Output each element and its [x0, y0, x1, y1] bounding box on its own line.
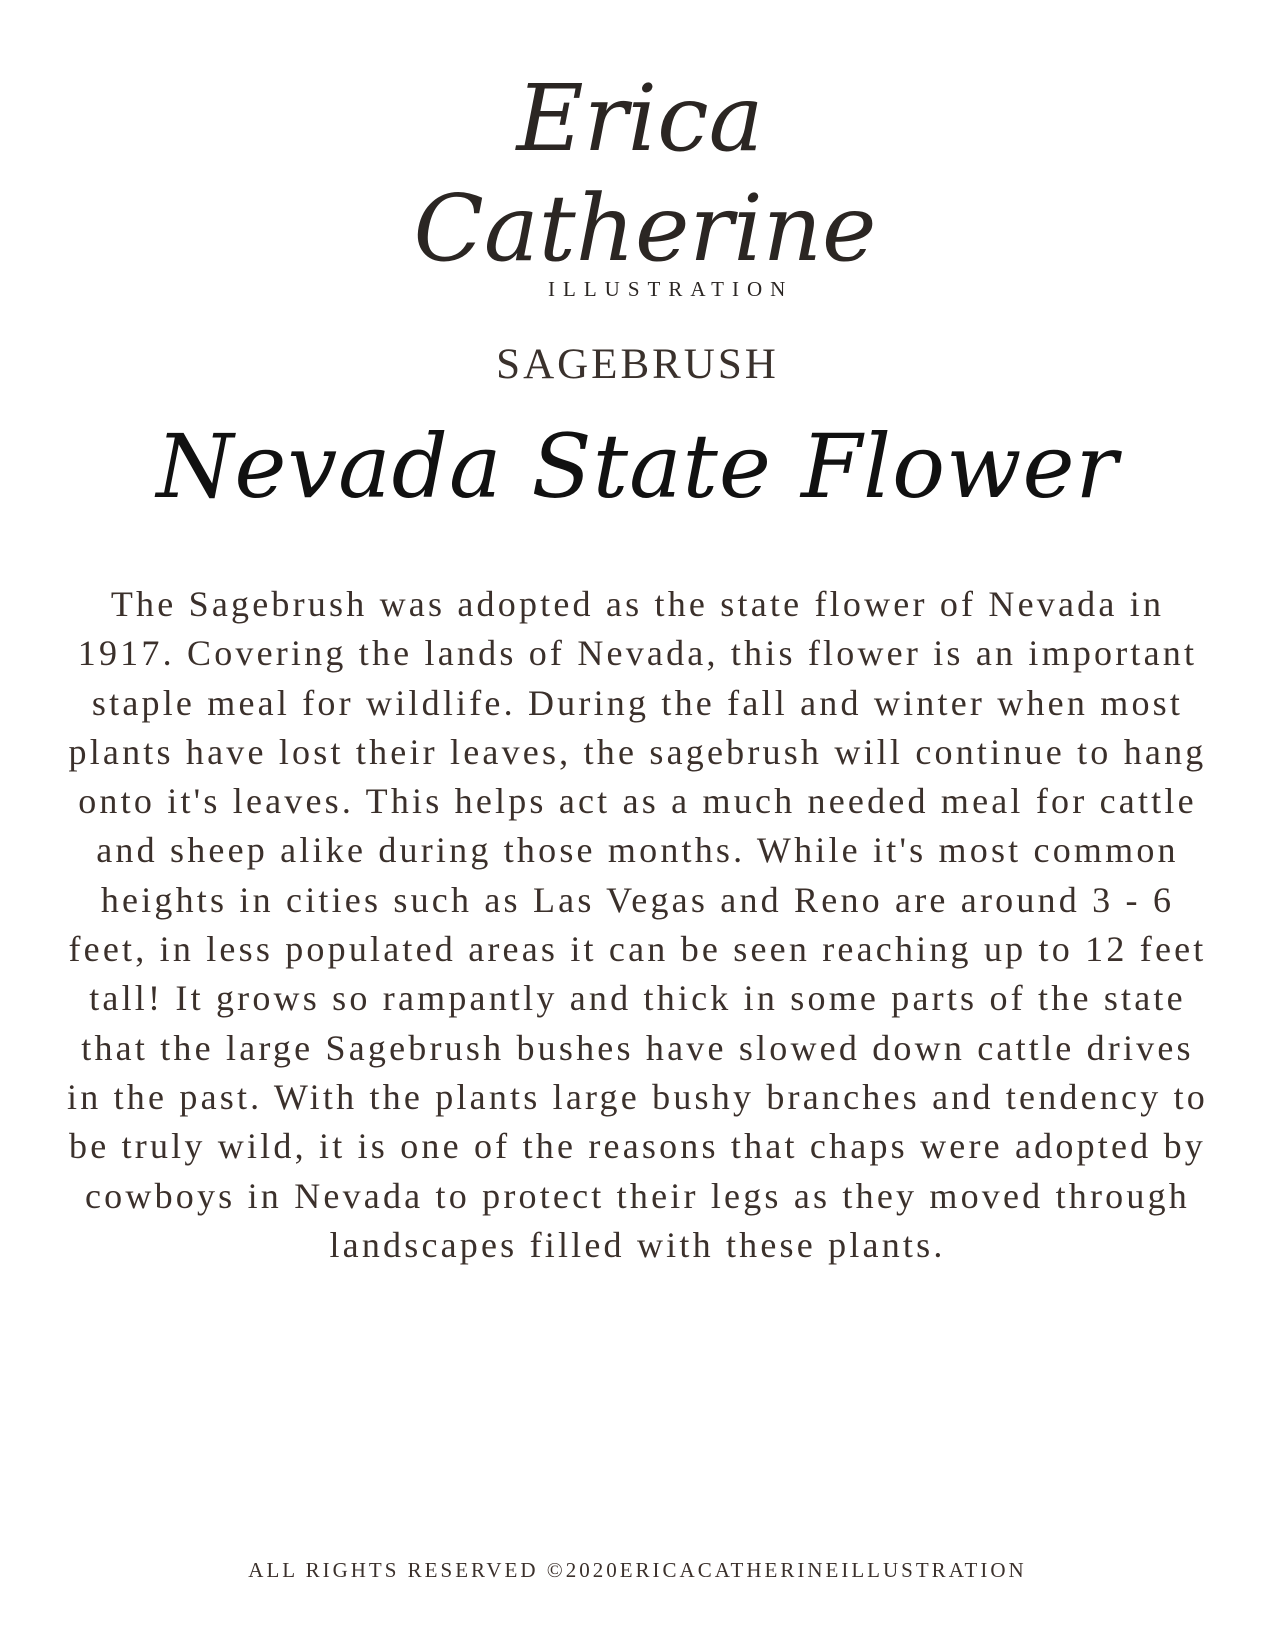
brand-logo	[0, 55, 1275, 305]
logo-line-2: Catherine	[413, 175, 877, 282]
page-title: Nevada State Flower	[156, 415, 1119, 518]
description-paragraph: The Sagebrush was adopted as the state flower of Nevada in 1917. Covering the lands of Nevada, this flower is an important staple meal for wildlife. During the fall and winter when most plants have lost their leaves, the sagebrush will continue to hang onto it's leaves. This helps act as a much needed meal for cattle and sheep alike during those months. While it's most common heights in cities such as Las Vegas and Reno are around 3 - 6 feet, in less populated areas it can be seen reaching up to 12 feet tall! It grows so rampantly and thick in some parts of the state that the large Sagebrush bushes have slowed down cattle drives in the past. With the plants large bushy branches and tendency to be truly wild, it is one of the reasons that chaps were adopted by cowboys in Nevada to protect their legs as they moved through landscapes filled with these plants.	[67, 584, 1208, 1265]
brand-logo-script	[0, 55, 1275, 305]
logo-tagline: ILLUSTRATION	[548, 277, 794, 301]
logo-line-1: Erica	[516, 65, 764, 172]
copyright-footer: ALL RIGHTS RESERVED ©2020ERICACATHERINEILLUSTRATION	[248, 1558, 1027, 1582]
flower-name: SAGEBRUSH	[496, 341, 779, 388]
